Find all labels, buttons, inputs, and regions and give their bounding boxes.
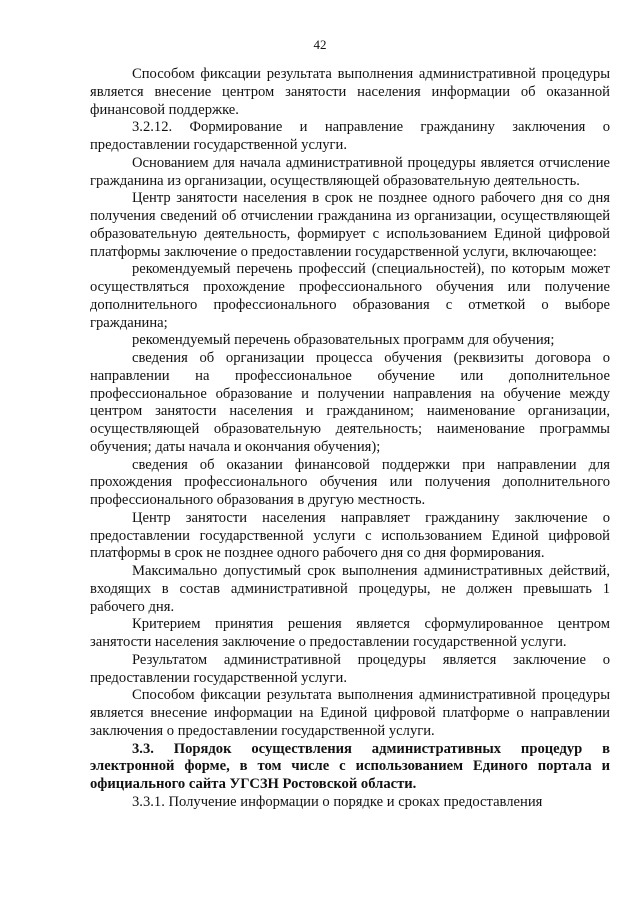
list-item-financial-support-info: сведения об оказании финансовой поддержки при направлении для прохождения профессионального обучения или получения дополнительного профессионального образования в другую местность.: [90, 456, 610, 508]
paragraph-fixation-financial-support: Способом фиксации результата выполнения административной процедуры является внесение центром занятости населения информации об оказанной финансовой поддержке.: [90, 66, 610, 118]
section-3-3-heading: 3.3. Порядок осуществления административных процедур в электронной форме, в том числе с использованием Единого портала и официального сайта УГСЗН Ростовской области.: [90, 740, 610, 792]
paragraph-max-duration: Максимально допустимый срок выполнения административных действий, входящих в состав административной процедуры, не должен превышать 1 рабочего дня.: [90, 563, 610, 615]
paragraph-center-forms-conclusion: Центр занятости населения в срок не позднее одного рабочего дня со дня получения сведений об отчислении гражданина из организации, осуществляющей образовательную деятельность, формирует с использованием Единой цифровой платформы заключение о предоставлении государственной услуги, включающее:: [90, 190, 610, 260]
paragraph-3-3-1: 3.3.1. Получение информации о порядке и сроках предоставления: [132, 793, 543, 810]
paragraph-3-2-12-heading: 3.2.12. Формирование и направление гражданину заключения о предоставлении государственной услуги.: [90, 119, 610, 153]
paragraph-basis-for-procedure: Основанием для начала административной процедуры является отчисление гражданина из организации, осуществляющей образовательную деятельность.: [90, 154, 610, 189]
list-item-training-organization-info: сведения об организации процесса обучения (реквизиты договора о направлении на профессиональное обучение или дополнительное профессиональное образование и получении направления на обучение между центром занятости населения и гражданином; наименование организации, осуществляющей образовательную деятельность; наименование программы обучения; даты начала и окончания обучения);: [90, 350, 610, 455]
page-body: [90, 66, 610, 812]
paragraph-fixation-method: Способом фиксации результата выполнения административной процедуры является внесение информации на Единой цифровой платформе о направлении заключения о предоставлении государственной услуги.: [90, 687, 610, 739]
list-item-recommended-professions: рекомендуемый перечень профессий (специальностей), по которым может осуществляться прохождение профессионального обучения или получение дополнительного профессионального образования с отметкой о выборе гражданина;: [90, 261, 610, 331]
paragraph-procedure-result: Результатом административной процедуры является заключение о предоставлении государственной услуги.: [90, 651, 610, 686]
paragraph-center-sends-conclusion: Центр занятости населения направляет гражданину заключение о предоставлении государственной услуги с использованием Единой цифровой платформы в срок не позднее одного рабочего дня со дня формирования.: [90, 509, 610, 562]
paragraph-decision-criterion: Критерием принятия решения является сформулированное центром занятости населения заключение о предоставлении государственной услуги.: [90, 616, 610, 650]
page-number: 42: [313, 37, 327, 52]
list-item-recommended-programs: рекомендуемый перечень образовательных программ для обучения;: [132, 332, 555, 349]
